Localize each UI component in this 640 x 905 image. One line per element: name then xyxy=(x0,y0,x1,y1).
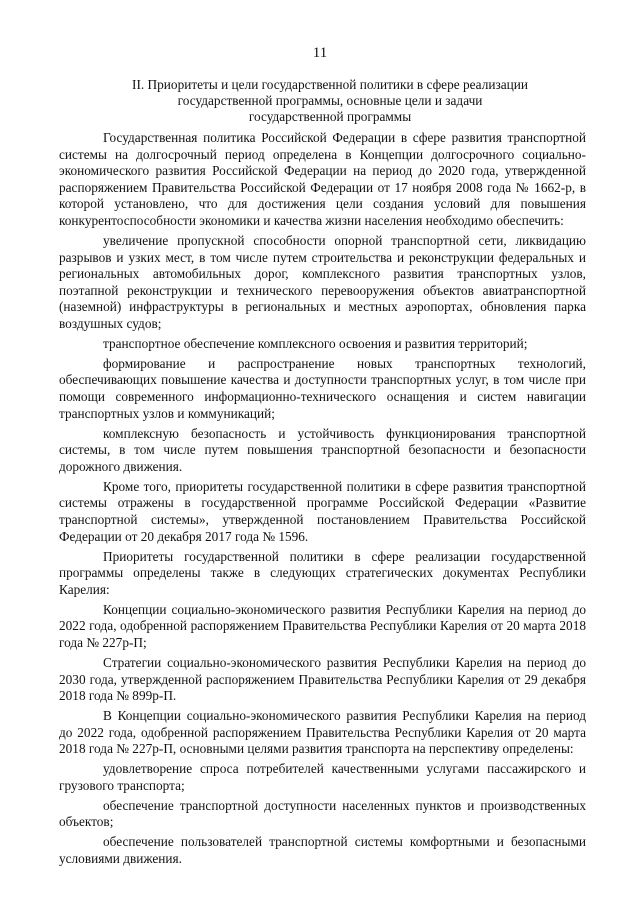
list-item-paragraph: формирование и распространение новых транспортных технологий, обеспечивающих повышение качества и доступности транспортных услуг, в том числе при помощи современного информационно-технического оснащения и систем навигации транспортных узлов и коммуникаций; xyxy=(59,355,586,421)
page-number: 11 xyxy=(312,45,328,61)
list-item-paragraph: комплексную безопасность и устойчивость функционирования транспортной системы, в том числе путем повышения транспортной безопасности и безопасности дорожного движения. xyxy=(59,425,586,474)
section-heading xyxy=(80,77,580,125)
body-paragraph: Приоритеты государственной политики в сфере реализации государственной программы определены также в следующих стратегических документах Республики Карелия: xyxy=(59,548,586,597)
list-item-paragraph: обеспечение транспортной доступности населенных пунктов и производственных объектов; xyxy=(59,797,586,830)
list-item-paragraph: Концепции социально-экономического развития Республики Карелия на период до 2022 года, одобренной распоряжением Правительства Республики Карелия от 20 марта 2018 года № 227р-П; xyxy=(59,601,586,650)
section-heading-line: II. Приоритеты и цели государственной политики в сфере реализации xyxy=(132,77,528,92)
body-paragraph: В Концепции социально-экономического развития Республики Карелия на период до 2022 года, одобренной распоряжением Правительства Республики Карелия от 20 марта 2018 года № 227р-П, основными целями развития транспорта на перспективу определены: xyxy=(59,708,586,757)
list-item-paragraph: увеличение пропускной способности опорной транспортной сети, ликвидацию разрывов и узких мест, в том числе путем строительства и реконструкции федеральных и региональных автомобильных дорог, комплексного развития транспортных узлов, поэтапной реконструкции и технического перевооружения объектов авиатранспортной (наземной) инфраструктуры в региональных и местных аэропортах, обновления парка воздушных судов; xyxy=(59,232,586,331)
intro-paragraph: Государственная политика Российской Федерации в сфере развития транспортной системы на долгосрочный период определена в Концепции долгосрочного социально-экономического развития Российской Федерации на период до 2020 года, утвержденной распоряжением Правительства Российской Федерации от 17 ноября 2008 года № 1662-р, в которой установлено, что для достижения цели создания условий для повышения конкурентоспособности экономики и качества жизни населения необходимо обеспечить: xyxy=(59,130,586,228)
list-item-paragraph: обеспечение пользователей транспортной системы комфортными и безопасными условиями движения. xyxy=(59,834,586,867)
list-item-paragraph: удовлетворение спроса потребителей качественными услугами пассажирского и грузового транспорта; xyxy=(59,761,586,793)
section-heading-line: государственной программы xyxy=(248,109,412,124)
list-item-paragraph: Стратегии социально-экономического развития Республики Карелия на период до 2030 года, утвержденной распоряжением Правительства Республики Карелия от 29 декабря 2018 года № 899р-П. xyxy=(59,654,586,704)
document-body xyxy=(59,130,586,871)
section-heading-line: государственной программы, основные цели и задачи xyxy=(177,93,483,108)
list-item-paragraph: транспортное обеспечение комплексного освоения и развития территорий; xyxy=(103,335,528,351)
body-paragraph: Кроме того, приоритеты государственной политики в сфере развития транспортной системы отражены в государственной программе Российской Федерации «Развитие транспортной системы», утвержденной постановлением Правительства Российской Федерации от 20 декабря 2017 года № 1596. xyxy=(59,478,586,544)
